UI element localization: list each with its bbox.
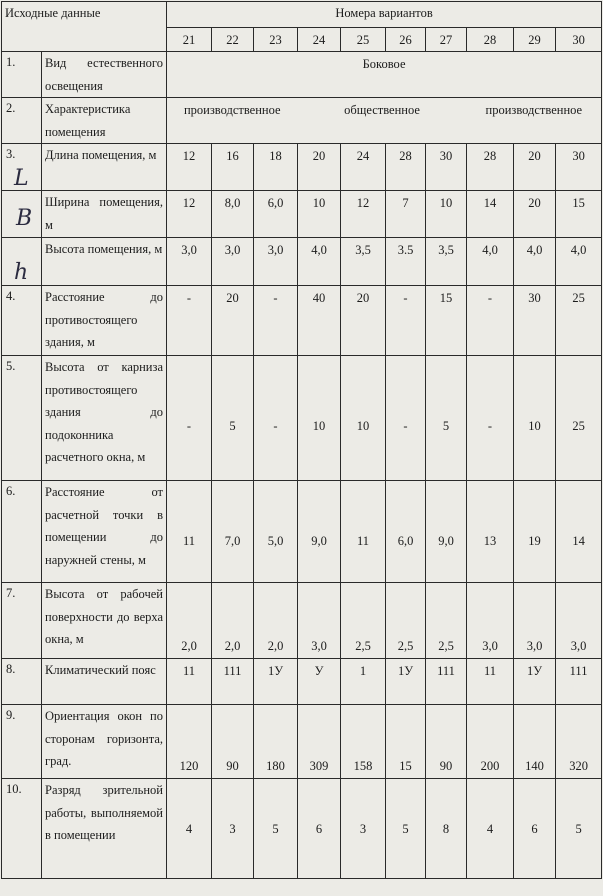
table-cell: 20	[514, 144, 556, 191]
table-cell: 2,0	[254, 583, 298, 659]
table-cell: 111	[426, 659, 467, 705]
row-number: 8.	[2, 659, 42, 705]
table-cell: 20	[514, 191, 556, 238]
row-label: Длина помещения, м	[42, 144, 167, 191]
table-cell: 2,5	[426, 583, 467, 659]
table-cell: 3,5	[341, 238, 386, 286]
table-cell: 5	[212, 356, 254, 481]
table-cell: 3	[212, 779, 254, 879]
table-row	[2, 238, 602, 286]
row-label: Расстояние до противостоящего здания, м	[42, 286, 167, 356]
table-cell: 10	[514, 356, 556, 481]
table-cell: 14	[467, 191, 514, 238]
table-cell: 12	[167, 144, 212, 191]
table-cell: -	[167, 286, 212, 356]
room-type-group: производственное	[467, 98, 602, 144]
table-cell: 25	[556, 356, 602, 481]
variant-number: 27	[426, 28, 467, 52]
lighting-type-value: Боковое	[167, 52, 602, 98]
table-cell: 4,0	[556, 238, 602, 286]
row-label: Климатический пояс	[42, 659, 167, 705]
table-cell: 28	[386, 144, 426, 191]
table-cell: 19	[514, 481, 556, 583]
table-cell: 90	[426, 705, 467, 779]
table-cell: 5	[254, 779, 298, 879]
row-label: Ориентация окон по сторонам горизонта, град.	[42, 705, 167, 779]
table-cell: 6,0	[386, 481, 426, 583]
variant-number: 29	[514, 28, 556, 52]
table-cell: 28	[467, 144, 514, 191]
table-cell: 9,0	[426, 481, 467, 583]
table-cell: 5,0	[254, 481, 298, 583]
table-row	[2, 286, 602, 356]
row-number: 7.	[2, 583, 42, 659]
table-cell: -	[254, 286, 298, 356]
table-cell: 14	[556, 481, 602, 583]
table-cell: 3,0	[254, 238, 298, 286]
table-cell: 7	[386, 191, 426, 238]
table-cell: -	[254, 356, 298, 481]
table-cell: 2,5	[341, 583, 386, 659]
table-cell: 25	[556, 286, 602, 356]
table-cell: 10	[298, 191, 341, 238]
table-cell: 111	[212, 659, 254, 705]
table-cell: 11	[467, 659, 514, 705]
table-cell: -	[467, 286, 514, 356]
variants-table	[1, 1, 602, 879]
table-cell: 2,5	[386, 583, 426, 659]
table-cell: 158	[341, 705, 386, 779]
handwritten-height-mark: h	[14, 260, 29, 285]
table-cell: 15	[386, 705, 426, 779]
row-number: 3.	[2, 144, 42, 191]
table-row	[2, 705, 602, 779]
table-cell: -	[386, 356, 426, 481]
table-cell: 6,0	[254, 191, 298, 238]
table-cell: 120	[167, 705, 212, 779]
table-cell: 7,0	[212, 481, 254, 583]
row-number: 2.	[2, 98, 42, 144]
table-cell: 140	[514, 705, 556, 779]
row-number: 4.	[2, 286, 42, 356]
table-cell: 30	[514, 286, 556, 356]
table-row	[2, 356, 602, 481]
header-row	[2, 2, 602, 28]
table-cell: 2,0	[212, 583, 254, 659]
table-cell: 3,0	[556, 583, 602, 659]
table-cell: 11	[167, 481, 212, 583]
table-cell: 12	[341, 191, 386, 238]
row-label: Высота помещения, м	[42, 238, 167, 286]
table-row	[2, 659, 602, 705]
table-cell: 6	[298, 779, 341, 879]
variant-number: 22	[212, 28, 254, 52]
table-cell: 1У	[386, 659, 426, 705]
table-cell: 18	[254, 144, 298, 191]
table-cell: 16	[212, 144, 254, 191]
table-cell: 3,0	[298, 583, 341, 659]
row-label: Вид естественного освещения	[42, 52, 167, 98]
variant-number: 30	[556, 28, 602, 52]
table-cell: 30	[556, 144, 602, 191]
row-number: 10.	[2, 779, 42, 879]
table-cell: 40	[298, 286, 341, 356]
table-cell: 180	[254, 705, 298, 779]
table-row	[2, 481, 602, 583]
table-cell: 5	[556, 779, 602, 879]
table-cell: 15	[556, 191, 602, 238]
variant-number: 24	[298, 28, 341, 52]
table-cell: 24	[341, 144, 386, 191]
variant-number: 23	[254, 28, 298, 52]
table-cell: 4,0	[514, 238, 556, 286]
table-cell: 3	[341, 779, 386, 879]
row-label: Высота от рабочей поверхности до верха окна, м	[42, 583, 167, 659]
row-label: Высота от карниза противостоящего здания до подоконника расчетного окна, м	[42, 356, 167, 481]
table-cell: 5	[386, 779, 426, 879]
table-cell: -	[167, 356, 212, 481]
table-cell: 90	[212, 705, 254, 779]
table-cell: 4	[167, 779, 212, 879]
table-cell: 10	[341, 356, 386, 481]
table-cell: 20	[298, 144, 341, 191]
table-row	[2, 583, 602, 659]
table-cell: 320	[556, 705, 602, 779]
row-label: Расстояние от расчетной точки в помещении до наружней стены, м	[42, 481, 167, 583]
table-row	[2, 52, 602, 98]
table-cell: 8,0	[212, 191, 254, 238]
table-cell: 1	[341, 659, 386, 705]
variants-header: Номера вариантов	[167, 2, 602, 28]
table-cell: -	[467, 356, 514, 481]
table-cell: 3,0	[467, 583, 514, 659]
table-cell: 4	[467, 779, 514, 879]
table-cell: 4,0	[298, 238, 341, 286]
table-cell: 3,0	[167, 238, 212, 286]
table-cell: У	[298, 659, 341, 705]
source-data-header: Исходные данные	[2, 2, 167, 52]
table-cell: 13	[467, 481, 514, 583]
row-label: Разряд зрительной работы, выполняемой в помещении	[42, 779, 167, 879]
table-row	[2, 779, 602, 879]
table-cell: 12	[167, 191, 212, 238]
table-row	[2, 98, 602, 144]
table-cell: 15	[426, 286, 467, 356]
row-number: 6.	[2, 481, 42, 583]
room-type-group: общественное	[298, 98, 467, 144]
table-cell: 30	[426, 144, 467, 191]
row-label: Характеристика помещения	[42, 98, 167, 144]
table-cell: 3,0	[212, 238, 254, 286]
table-cell: 6	[514, 779, 556, 879]
row-label: Ширина помещения, м	[42, 191, 167, 238]
table-cell: 3,0	[514, 583, 556, 659]
table-cell: 2,0	[167, 583, 212, 659]
table-cell: 8	[426, 779, 467, 879]
table-cell: 111	[556, 659, 602, 705]
table-cell: 10	[426, 191, 467, 238]
room-type-group: производственное	[167, 98, 298, 144]
handwritten-width-mark: B	[16, 206, 33, 231]
table-cell: 20	[341, 286, 386, 356]
variant-number: 26	[386, 28, 426, 52]
table-cell: 4,0	[467, 238, 514, 286]
row-number: 1.	[2, 52, 42, 98]
table-cell: 1У	[514, 659, 556, 705]
table-cell: 5	[426, 356, 467, 481]
variant-number: 25	[341, 28, 386, 52]
table-cell: -	[386, 286, 426, 356]
table-cell: 11	[167, 659, 212, 705]
row-number: 5.	[2, 356, 42, 481]
table-row	[2, 191, 602, 238]
row-number: 9.	[2, 705, 42, 779]
table-row	[2, 144, 602, 191]
table-cell: 3.5	[386, 238, 426, 286]
variant-number: 28	[467, 28, 514, 52]
handwritten-length-mark: L	[14, 166, 29, 191]
table-cell: 200	[467, 705, 514, 779]
table-cell: 3,5	[426, 238, 467, 286]
table-cell: 309	[298, 705, 341, 779]
table-cell: 1У	[254, 659, 298, 705]
table-cell: 10	[298, 356, 341, 481]
table-cell: 20	[212, 286, 254, 356]
table-cell: 9,0	[298, 481, 341, 583]
variant-number: 21	[167, 28, 212, 52]
table-cell: 11	[341, 481, 386, 583]
